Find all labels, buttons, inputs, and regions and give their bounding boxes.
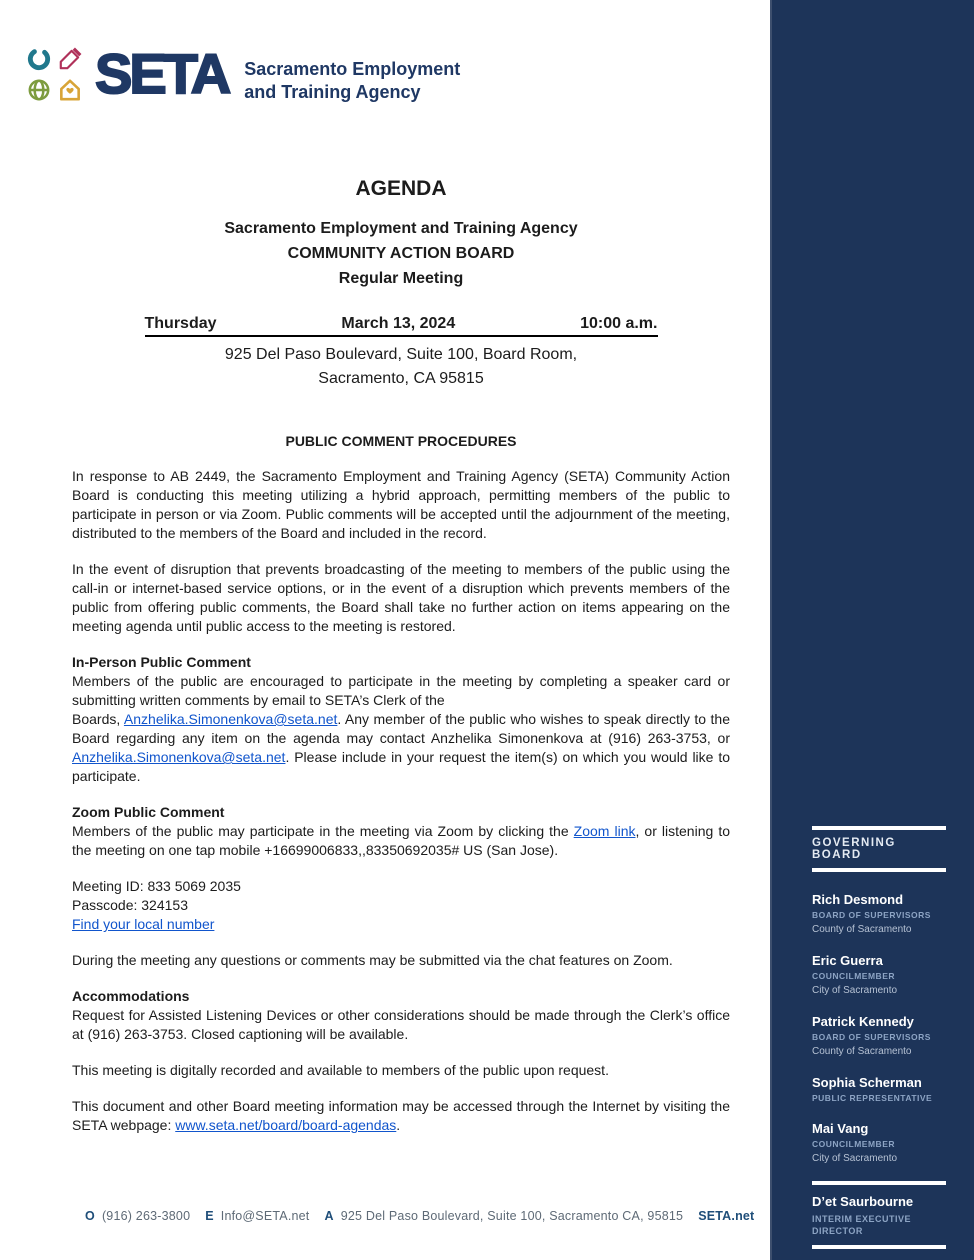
paragraph-chat-features: During the meeting any questions or comments may be submitted via the chat features on Zoom. — [72, 952, 673, 969]
body-blocks — [72, 467, 730, 1135]
paragraph-webpage: This document and other Board meeting information may be accessed through the Internet by visiting the SETA webpage: www.seta.net/board/board-agendas. — [72, 1098, 730, 1134]
clerk-email-link[interactable]: Anzhelika.Simonenkova@seta.net — [123, 711, 338, 728]
meeting-datetime-row — [145, 315, 658, 337]
heading-in-person-comment: In-Person Public Comment — [72, 654, 251, 671]
zoom-link[interactable]: Zoom link — [573, 823, 636, 840]
board-agendas-link[interactable]: www.seta.net/board/board-agendas — [175, 1117, 397, 1134]
meeting-day: Thursday — [144, 315, 217, 333]
member-role: COUNCILMEMBER — [812, 1139, 895, 1149]
footer-phone — [85, 1209, 190, 1223]
footer-phone-value: (916) 263-3800 — [101, 1209, 191, 1223]
paragraph-in-person-comment: Members of the public are encouraged to participate in the meeting by completing a speaker card or submitting written comments by email to SETA’s Clerk of the Boards, Anzhelika.Simonenkova@seta.net. Any member of the public who wishes to speak directly to the Board regarding any item on the agenda may contact Anzhelika Simonenkova at (916) 263-3753, or Anzhelika.Simonenkova@seta.net. Please include in your request the item(s) on which you would like to participate. — [72, 673, 730, 785]
footer-email — [205, 1209, 309, 1223]
member-name: Rich Desmond — [812, 892, 904, 907]
governing-board-sidebar — [770, 0, 974, 1260]
governing-board-title: GOVERNING BOARD — [812, 826, 946, 872]
board-member — [812, 891, 946, 936]
agency-name: Sacramento Employment and Training Agency — [224, 220, 578, 238]
member-org: County of Sacramento — [812, 1046, 912, 1057]
heading-zoom-comment: Zoom Public Comment — [72, 804, 225, 821]
paragraph-disruption: In the event of disruption that prevents broadcasting of the meeting to members of the public using the call-in or internet-based service options, or in the event of a disruption which prevents members of the public from offering public comments, the Board shall take no further action on items appearing on the meeting agenda until public access to the meeting is restored. — [72, 561, 730, 635]
board-member — [812, 1074, 946, 1104]
paragraph-meeting-credentials: Meeting ID: 833 5069 2035 Passcode: 324153 Find your local number — [72, 878, 241, 933]
find-local-number-link[interactable]: Find your local number — [72, 916, 215, 933]
logo-tagline-line2: and Training Agency — [244, 82, 421, 103]
board-member — [812, 1120, 946, 1165]
board-member-list — [812, 891, 946, 1165]
pencil-icon — [56, 45, 84, 73]
seta-logo — [25, 44, 770, 104]
logo-icon-grid — [25, 45, 84, 104]
director-block — [812, 1181, 946, 1249]
logo-wordmark: SETA — [95, 42, 229, 106]
document-body — [72, 176, 730, 1135]
director-role: INTERIM EXECUTIVE DIRECTOR — [812, 1214, 912, 1236]
ring-icon — [25, 45, 53, 73]
meeting-address-line2: Sacramento, CA 95815 — [318, 370, 484, 388]
meeting-time: 10:00 a.m. — [580, 315, 658, 333]
footer-email-value: Info@SETA.net — [220, 1209, 310, 1223]
member-name: Eric Guerra — [812, 953, 883, 968]
clerk-email-link-2[interactable]: Anzhelika.Simonenkova@seta.net — [72, 749, 286, 766]
contact-footer — [85, 1209, 754, 1223]
member-role: BOARD OF SUPERVISORS — [812, 910, 931, 920]
member-org: County of Sacramento — [812, 924, 912, 935]
paragraph-accommodations: Request for Assisted Listening Devices or other considerations should be made through the Clerk’s office at (916) 263-3753. Closed captioning will be available. — [72, 1007, 730, 1043]
footer-address-label: A — [324, 1209, 334, 1223]
member-role: BOARD OF SUPERVISORS — [812, 1032, 931, 1042]
member-name: Mai Vang — [812, 1121, 869, 1136]
member-org: City of Sacramento — [812, 1153, 898, 1164]
footer-phone-label: O — [85, 1209, 95, 1223]
footer-address-value: 925 Del Paso Boulevard, Suite 100, Sacramento CA, 95815 — [340, 1209, 684, 1223]
director-name: D’et Saurbourne — [812, 1194, 914, 1209]
board-member — [812, 952, 946, 997]
member-org: City of Sacramento — [812, 985, 898, 996]
member-name: Sophia Scherman — [812, 1075, 922, 1090]
paragraph-hybrid-approach: In response to AB 2449, the Sacramento Employment and Training Agency (SETA) Community Action Board is conducting this meeting utilizing a hybrid approach, permitting members of the public to participate in person or via Zoom. Public comments will be accepted until the adjournment of the meeting, distributed to the members of the Board and included in the record. — [72, 468, 730, 542]
heading-accommodations: Accommodations — [72, 988, 190, 1005]
page-title: AGENDA — [355, 177, 447, 201]
board-name: COMMUNITY ACTION BOARD — [287, 245, 515, 263]
footer-website-link[interactable]: SETA.net — [698, 1209, 755, 1223]
member-role: PUBLIC REPRESENTATIVE — [812, 1093, 933, 1103]
logo-tagline — [244, 44, 460, 104]
paragraph-recording: This meeting is digitally recorded and available to members of the public upon request. — [72, 1062, 609, 1079]
meeting-address-line1: 925 Del Paso Boulevard, Suite 100, Board Room, — [224, 346, 578, 364]
logo-tagline-line1: Sacramento Employment — [244, 59, 461, 79]
meeting-date: March 13, 2024 — [341, 315, 456, 333]
house-icon — [56, 76, 84, 104]
member-name: Patrick Kennedy — [812, 1014, 914, 1029]
member-role: COUNCILMEMBER — [812, 971, 895, 981]
footer-address — [324, 1209, 683, 1223]
footer-email-label: E — [205, 1209, 214, 1223]
globe-icon — [25, 76, 53, 104]
board-member — [812, 1013, 946, 1058]
section-title: PUBLIC COMMENT PROCEDURES — [285, 433, 517, 450]
paragraph-zoom-comment: Members of the public may participate in the meeting via Zoom by clicking the Zoom link, or listening to the meeting on one tap mobile +16699006833,,83350692035# US (San Jose). — [72, 823, 730, 859]
meeting-type: Regular Meeting — [338, 270, 464, 288]
